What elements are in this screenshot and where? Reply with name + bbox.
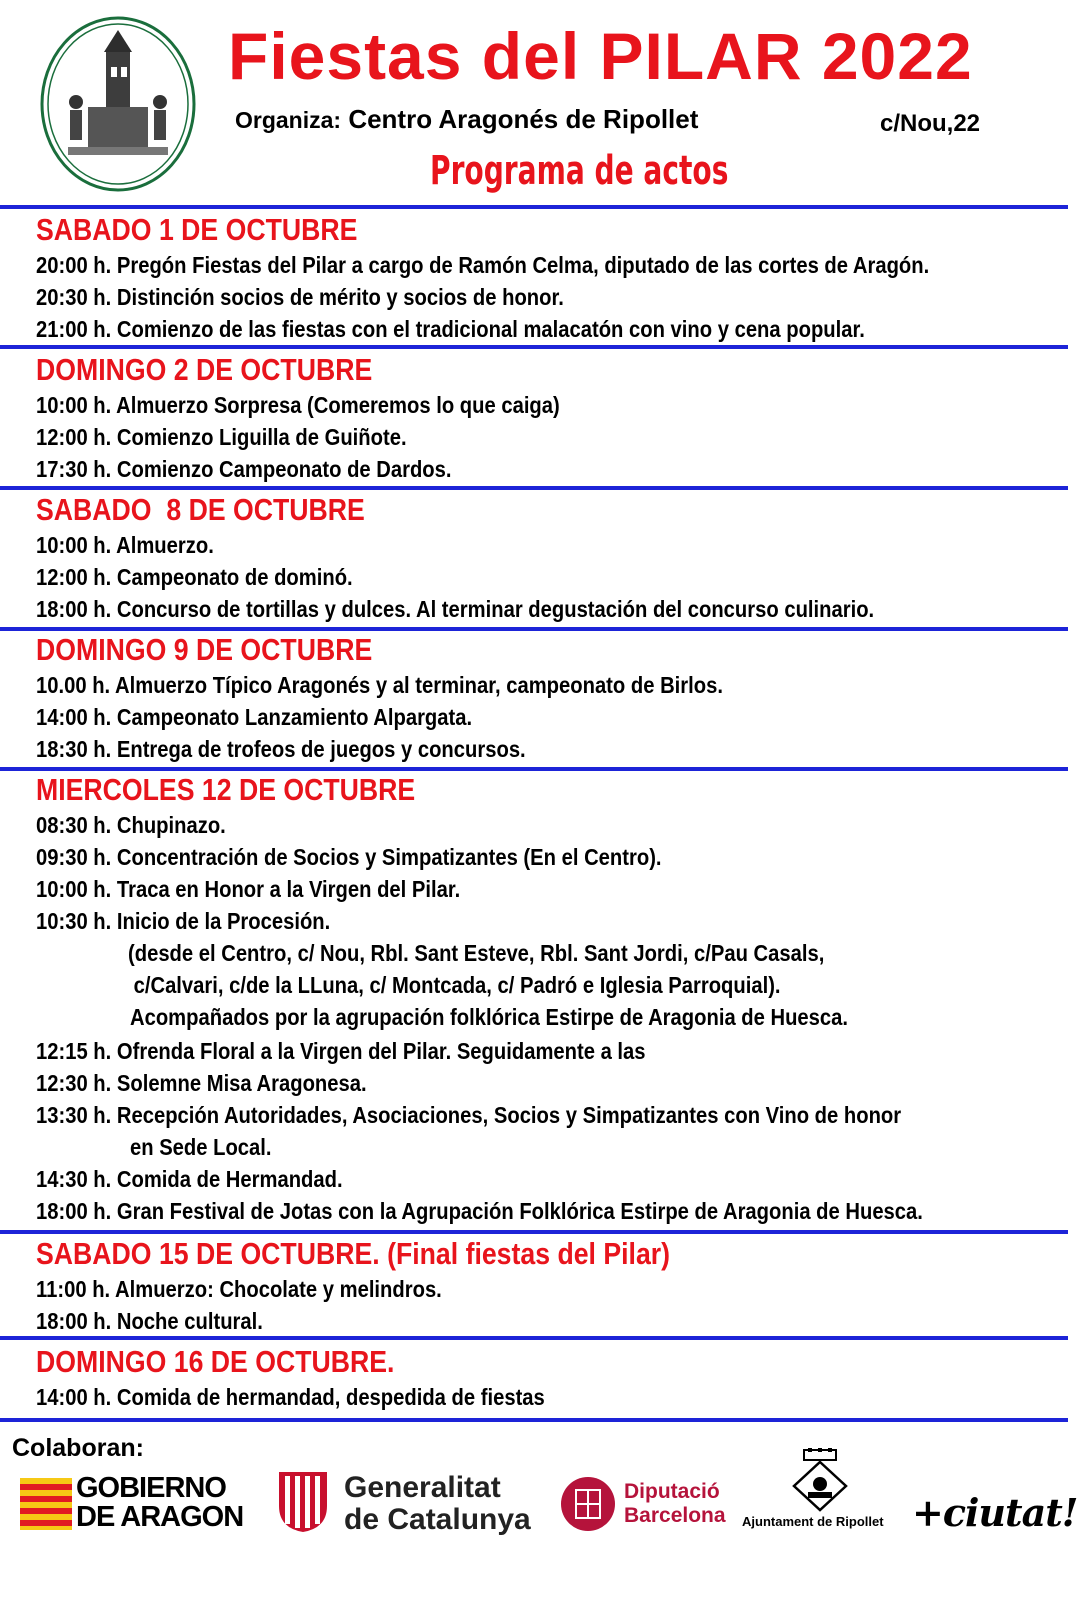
section-divider [0, 205, 1068, 209]
organizer-address: c/Nou,22 [880, 110, 981, 137]
gobierno-line1: GOBIERNO [76, 1472, 226, 1504]
organizer-line [235, 104, 698, 135]
diputacio-emblem-icon [560, 1476, 616, 1532]
diputacio-logo [624, 1480, 726, 1528]
event-line: 12:15 h. Ofrenda Floral a la Virgen del Pilar. Seguidamente a las [36, 1038, 646, 1064]
generalitat-line2: de Catalunya [344, 1503, 531, 1536]
event-line: 13:30 h. Recepción Autoridades, Asociaciones, Socios y Simpatizantes con Vino de honor [36, 1102, 902, 1128]
event-line: 18:00 h. Concurso de tortillas y dulces. Al terminar degustación del concurso culinario. [36, 596, 875, 622]
event-line: 21:00 h. Comienzo de las fiestas con el tradicional malacatón con vino y cena popular. [36, 316, 865, 342]
event-line: 17:30 h. Comienzo Campeonato de Dardos. [36, 456, 452, 482]
event-line: 18:00 h. Noche cultural. [36, 1308, 263, 1334]
centro-aragones-logo [38, 12, 198, 197]
event-line: 14:30 h. Comida de Hermandad. [36, 1166, 343, 1192]
event-line: 09:30 h. Concentración de Socios y Simpatizantes (En el Centro). [36, 844, 662, 870]
section-divider [0, 1230, 1068, 1234]
generalitat-line1: Generalitat [344, 1471, 501, 1504]
aragon-flag-icon [20, 1478, 72, 1530]
day-heading: SABADO 8 DE OCTUBRE [36, 492, 365, 527]
organiza-label: Organiza: [235, 107, 342, 133]
generalitat-logo [344, 1472, 531, 1536]
event-line: 14:00 h. Comida de hermandad, despedida de fiestas [36, 1384, 545, 1410]
poster-header [0, 0, 1089, 205]
gobierno-line2: DE ARAGON [76, 1501, 244, 1533]
ajuntament-ripollet-logo: Ajuntament de Ripollet [742, 1514, 884, 1529]
event-line: 11:00 h. Almuerzo: Chocolate y melindros. [36, 1276, 442, 1302]
section-divider [0, 1418, 1068, 1422]
mes-ciutat-logo: +ciutat! [912, 1490, 1078, 1535]
section-divider [0, 627, 1068, 631]
event-line: 10.00 h. Almuerzo Típico Aragonés y al terminar, campeonato de Birlos. [36, 672, 723, 698]
event-line: 10:30 h. Inicio de la Procesión. [36, 908, 331, 934]
gobierno-aragon-logo [76, 1474, 243, 1532]
diputacio-line2: Barcelona [624, 1504, 726, 1527]
event-line: 12:00 h. Comienzo Liguilla de Guiñote. [36, 424, 407, 450]
section-divider [0, 767, 1068, 771]
day-heading: DOMINGO 9 DE OCTUBRE [36, 632, 373, 667]
event-line: 20:30 h. Distinción socios de mérito y socios de honor. [36, 284, 564, 310]
event-line: 18:00 h. Gran Festival de Jotas con la Agrupación Folklórica Estirpe de Aragonia de Huesca. [36, 1198, 923, 1224]
event-line: 10:00 h. Traca en Honor a la Virgen del Pilar. [36, 876, 461, 902]
day-heading: MIERCOLES 12 DE OCTUBRE [36, 772, 416, 807]
event-line: en Sede Local. [130, 1134, 272, 1160]
diputacio-line1: Diputació [624, 1480, 720, 1503]
event-line: 12:00 h. Campeonato de dominó. [36, 564, 353, 590]
event-line: 14:00 h. Campeonato Lanzamiento Alpargata. [36, 704, 473, 730]
event-line: 08:30 h. Chupinazo. [36, 812, 226, 838]
day-heading: SABADO 15 DE OCTUBRE. (Final fiestas del Pilar) [36, 1236, 671, 1271]
organizer-name: Centro Aragonés de Ripollet [348, 104, 699, 134]
section-divider [0, 486, 1068, 490]
program-subtitle: Programa de actos [430, 148, 729, 194]
event-line: c/Calvari, c/de la LLuna, c/ Montcada, c/ Padró e Iglesia Parroquial). [128, 972, 781, 998]
event-line: 20:00 h. Pregón Fiestas del Pilar a cargo de Ramón Celma, diputado de las cortes de Aragón. [36, 252, 930, 278]
event-line: Acompañados por la agrupación folklórica Estirpe de Aragonia de Huesca. [130, 1004, 849, 1030]
day-heading: DOMINGO 16 DE OCTUBRE. [36, 1344, 395, 1379]
event-line: 10:00 h. Almuerzo Sorpresa (Comeremos lo que caiga) [36, 392, 560, 418]
section-divider [0, 1336, 1068, 1340]
ripollet-crest-icon [790, 1448, 850, 1518]
event-line: (desde el Centro, c/ Nou, Rbl. Sant Esteve, Rbl. Sant Jordi, c/Pau Casals, [128, 940, 825, 966]
event-line: 10:00 h. Almuerzo. [36, 532, 214, 558]
colaboran-label: Colaboran: [12, 1434, 144, 1462]
event-line: 18:30 h. Entrega de trofeos de juegos y concursos. [36, 736, 526, 762]
day-heading: SABADO 1 DE OCTUBRE [36, 212, 358, 247]
section-divider [0, 345, 1068, 349]
day-heading: DOMINGO 2 DE OCTUBRE [36, 352, 373, 387]
event-line: 12:30 h. Solemne Misa Aragonesa. [36, 1070, 367, 1096]
generalitat-emblem-icon [275, 1470, 331, 1534]
poster-title: Fiestas del PILAR 2022 [228, 19, 973, 93]
